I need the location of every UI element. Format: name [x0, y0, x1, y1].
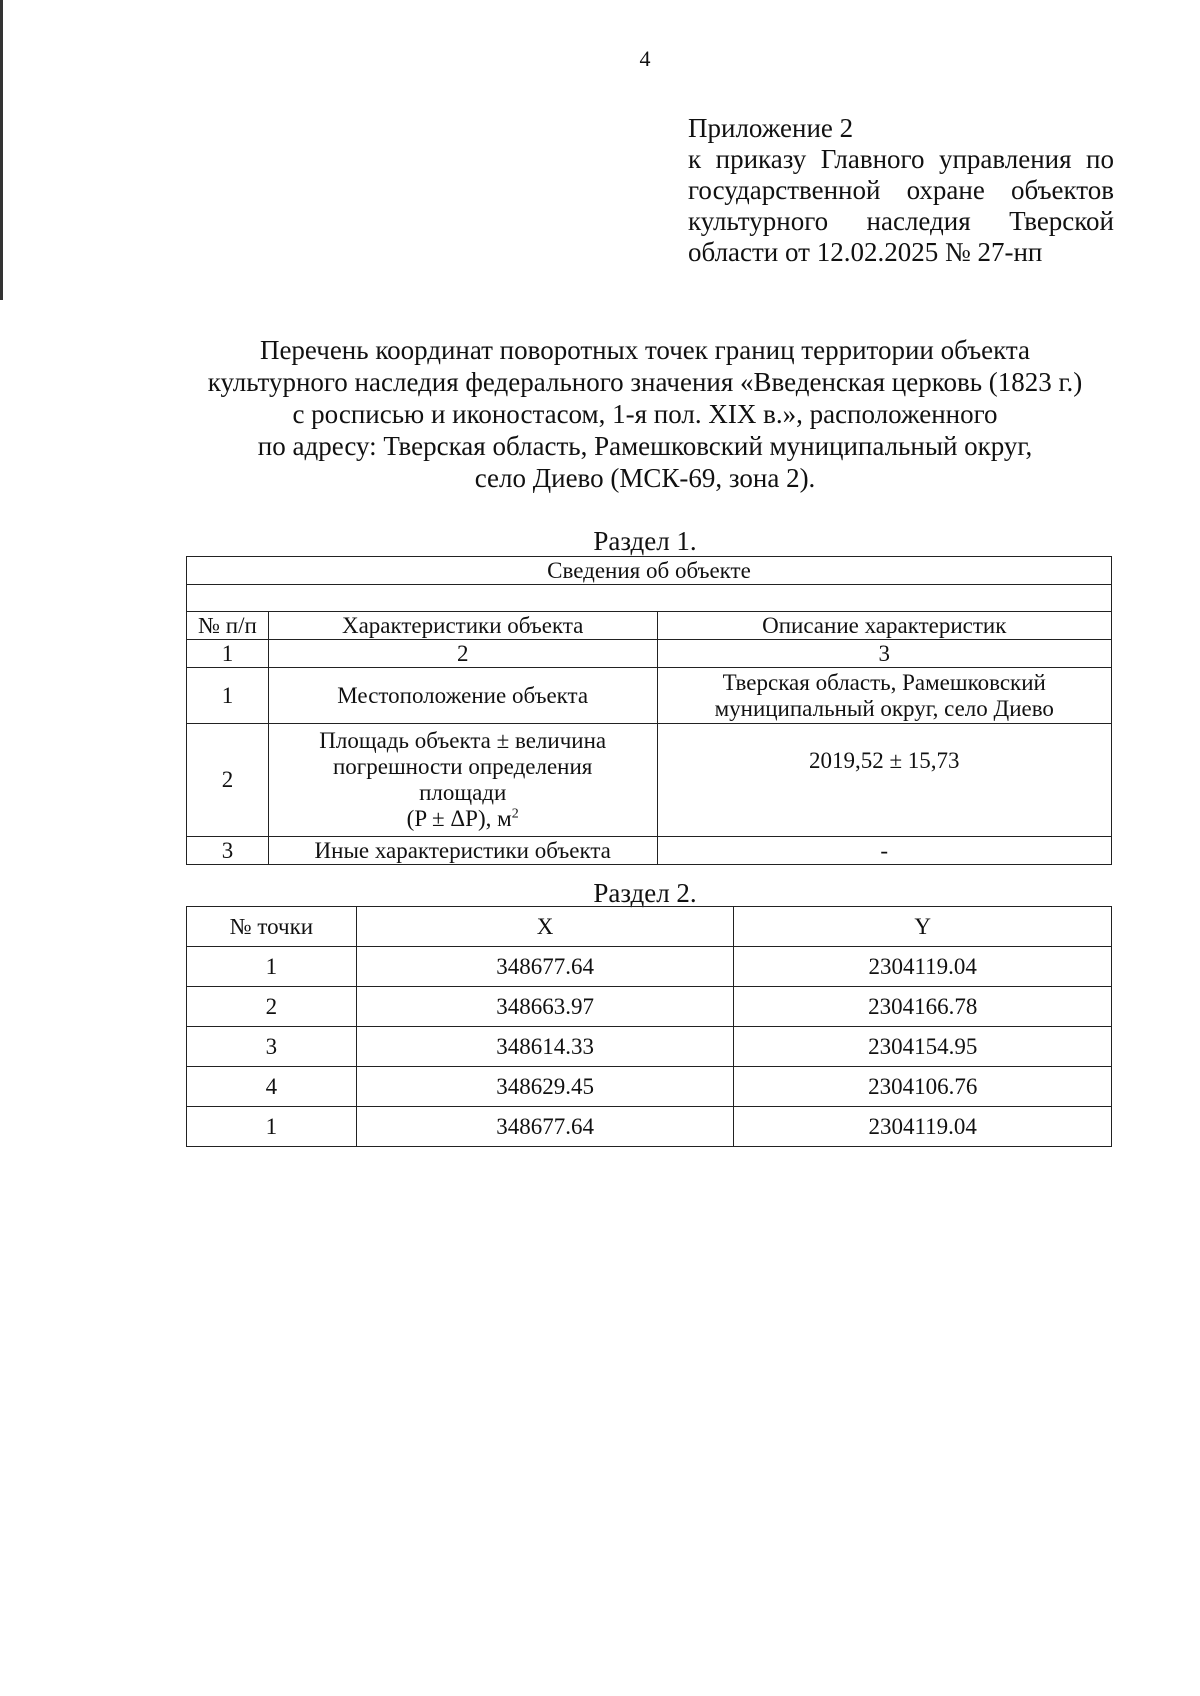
table-row: [187, 640, 1112, 668]
object-info-table: [186, 556, 1112, 865]
point-number: 1: [187, 947, 357, 987]
description-line: муниципальный округ, село Диево: [714, 695, 1054, 721]
title-line: культурного наследия федерального значения «Введенская церковь (1823 г.): [207, 367, 1083, 397]
title-line: по адресу: Тверская область, Рамешковский муниципальный округ,: [257, 431, 1033, 461]
point-number: 3: [187, 1027, 357, 1067]
characteristic-line: Площадь объекта ± величина: [319, 728, 607, 753]
column-number: 3: [657, 640, 1112, 668]
table-row: [187, 668, 1112, 724]
title-line: Перечень координат поворотных точек границ территории объекта: [259, 335, 1031, 365]
column-number: 1: [187, 640, 269, 668]
title-line: с росписью и иконостасом, 1-я пол. XIX в.», расположенного: [292, 399, 998, 429]
point-number: 2: [187, 987, 357, 1027]
description-cell: -: [657, 837, 1112, 865]
characteristic-cell: [268, 724, 657, 837]
table-row: [187, 724, 1112, 837]
column-header: № точки: [187, 907, 357, 947]
column-header: X: [356, 907, 734, 947]
table-header-row: [187, 907, 1112, 947]
table-row: [187, 947, 1112, 987]
column-header: № п/п: [187, 612, 269, 640]
appendix-line: Приложение 2: [688, 113, 854, 143]
appendix-line: области от 12.02.2025 № 27-нп: [688, 237, 1043, 267]
column-header: Описание характеристик: [657, 612, 1112, 640]
title-line: село Диево (МСК-69, зона 2).: [474, 463, 816, 493]
column-header: Y: [734, 907, 1112, 947]
x-coordinate: 348677.64: [356, 947, 734, 987]
table-row: [187, 1107, 1112, 1147]
point-number: 4: [187, 1067, 357, 1107]
coordinates-table: [186, 906, 1112, 1147]
row-number: 3: [187, 837, 269, 865]
y-coordinate: 2304119.04: [734, 1107, 1112, 1147]
formula-text: (P ± ΔP), м: [406, 806, 512, 831]
appendix-line: государственной охране объектов: [688, 175, 1114, 205]
table-row: [187, 1067, 1112, 1107]
empty-cell: [187, 585, 1112, 612]
point-number: 1: [187, 1107, 357, 1147]
table-row: [187, 1027, 1112, 1067]
characteristic-cell: Иные характеристики объекта: [268, 837, 657, 865]
row-number: 2: [187, 724, 269, 837]
characteristic-cell: Местоположение объекта: [268, 668, 657, 724]
appendix-line: культурного наследия Тверской: [688, 206, 1114, 236]
x-coordinate: 348663.97: [356, 987, 734, 1027]
table-row: [187, 837, 1112, 865]
appendix-line: к приказу Главного управления по: [688, 144, 1114, 174]
column-header: Характеристики объекта: [268, 612, 657, 640]
y-coordinate: 2304166.78: [734, 987, 1112, 1027]
description-line: Тверская область, Рамешковский: [722, 669, 1046, 695]
row-number: 1: [187, 668, 269, 724]
characteristic-line: площади: [419, 780, 507, 805]
y-coordinate: 2304119.04: [734, 947, 1112, 987]
table-header: Сведения об объекте: [187, 557, 1112, 585]
superscript: 2: [511, 806, 519, 822]
scan-edge-line: [0, 0, 3, 300]
table-row: [187, 585, 1112, 612]
description-cell: 2019,52 ± 15,73: [657, 724, 1112, 837]
table-row: [187, 612, 1112, 640]
table-row: [187, 557, 1112, 585]
x-coordinate: 348677.64: [356, 1107, 734, 1147]
section1-title: Раздел 1.: [593, 526, 697, 556]
characteristic-line: погрешности определения: [333, 754, 593, 779]
y-coordinate: 2304154.95: [734, 1027, 1112, 1067]
section2-title: Раздел 2.: [593, 878, 697, 908]
characteristic-line: [269, 806, 657, 832]
column-number: 2: [268, 640, 657, 668]
page-number: 4: [639, 46, 651, 71]
appendix-block: [688, 113, 1114, 268]
y-coordinate: 2304106.76: [734, 1067, 1112, 1107]
description-cell: [657, 668, 1112, 724]
x-coordinate: 348614.33: [356, 1027, 734, 1067]
table-row: [187, 987, 1112, 1027]
x-coordinate: 348629.45: [356, 1067, 734, 1107]
document-title: [140, 334, 1150, 494]
